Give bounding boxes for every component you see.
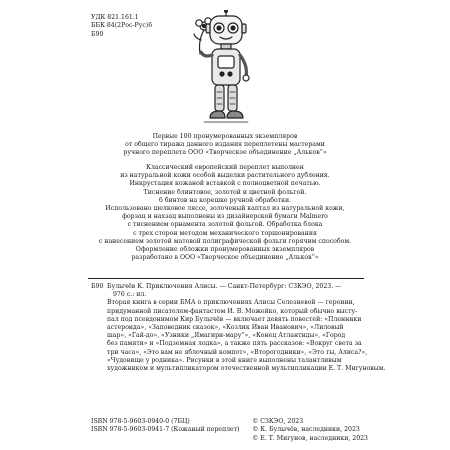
text-line: пал под псевдонимом Кир Булычёв — включает девять повестей: «Пленники xyxy=(107,315,362,323)
limited-edition-note xyxy=(95,133,355,158)
text-line: ручного переплета ООО «Творческое объединение „Альков“» xyxy=(123,149,327,157)
text-line: с тиснением орнамента золотой фольгой. Обработка блока xyxy=(127,221,323,229)
isbn-line: ISBN 978-5-9603-0941-7 (Кожаный переплет) xyxy=(91,426,240,434)
text-line: разработано в ООО «Творческое объединение „Альков“» xyxy=(131,254,319,262)
text-line: три часа», «Это вам не яблочный компот», «Второгодники», «Это ты, Алиса?», xyxy=(107,348,368,356)
robot-with-flower-illustration xyxy=(186,10,262,128)
copyright-block xyxy=(252,418,368,443)
text-line: Классический европейский переплет выполнен xyxy=(146,164,304,171)
copyright-line: © Е. Т. Мигунов, наследники, 2023 xyxy=(252,434,368,442)
text-line: астероида», «Заповедник сказок», «Козлик Иван Иванович», «Лиловый xyxy=(107,324,344,332)
text-line: придуманной писателем-фантастом И. В. Можейко, который обычно высту- xyxy=(107,307,358,315)
binding-details xyxy=(95,164,355,262)
text-line: Вторая книга в серии БМА о приключениях Алисы Селезневой — героини, xyxy=(107,299,355,307)
text-line: Тиснение блинтовое, золотой и цветной фольгой. xyxy=(143,188,307,196)
text-line: с трех сторон методом механического торшонирования xyxy=(133,229,317,237)
text-line: «Чудовище у родника». Рисунки в этой книге выполнены талантливым xyxy=(107,356,342,364)
text-line: от общего тиража данного издания переплетены мастерами xyxy=(125,141,325,149)
author-code: Б90 xyxy=(91,30,104,38)
isbn-line: ISBN 978-5-9603-0940-0 (7БЦ) xyxy=(91,418,190,425)
copyright-line: © К. Булычёв, наследники, 2023 xyxy=(252,426,360,434)
text-line: без памяти» и «Подземная лодка», а также пять рассказов: «Вокруг света за xyxy=(107,340,362,348)
text-line: форзац и нахзац выполнены из дизайнерской бумаги Malmero xyxy=(122,213,328,221)
bbk-code: ББК 84(2Рос-Рус)6 xyxy=(91,22,153,30)
copyright-line: © СЗКЭО, 2023 xyxy=(252,418,304,425)
catalog-code: Б90 xyxy=(91,283,104,290)
text-line: шар», «Гай-до», «Узники „Ямагири-мару“», «Конец Атлантиды», «Город xyxy=(107,332,346,340)
text-line: 976 с.: ил. xyxy=(113,291,147,299)
text-line: художником и мультипликатором отечественной мультипликации Е. Т. Мигуновым. xyxy=(107,365,386,373)
text-line: Использовано шелковое ляссе, золоченый каптал из натуральной кожи, xyxy=(105,205,345,213)
text-line: Булычёв К. Приключения Алисы. — Санкт-Петербург: СЗКЭО, 2023. — xyxy=(107,283,342,290)
text-line: Оформление обложки пронумерованных экземпляров xyxy=(135,246,315,254)
text-line: из натуральной кожи особой выделки растительного дубления. xyxy=(120,172,330,180)
text-line: Первые 100 пронумерованных экземпляров xyxy=(152,133,298,140)
text-line: 6 бинтов на корешке ручной обработки. xyxy=(158,196,292,204)
text-line: Инкрустация кожаной вставкой с полноцветной печатью. xyxy=(129,180,321,188)
udk-code: УДК 821.161.1 xyxy=(91,14,139,21)
divider xyxy=(88,278,364,279)
isbn-block xyxy=(91,418,240,435)
classification-block xyxy=(91,14,152,39)
text-line: с нанесением золотой матовой полиграфической фольги горячим способом. xyxy=(98,237,352,245)
catalog-annotation xyxy=(107,283,386,373)
